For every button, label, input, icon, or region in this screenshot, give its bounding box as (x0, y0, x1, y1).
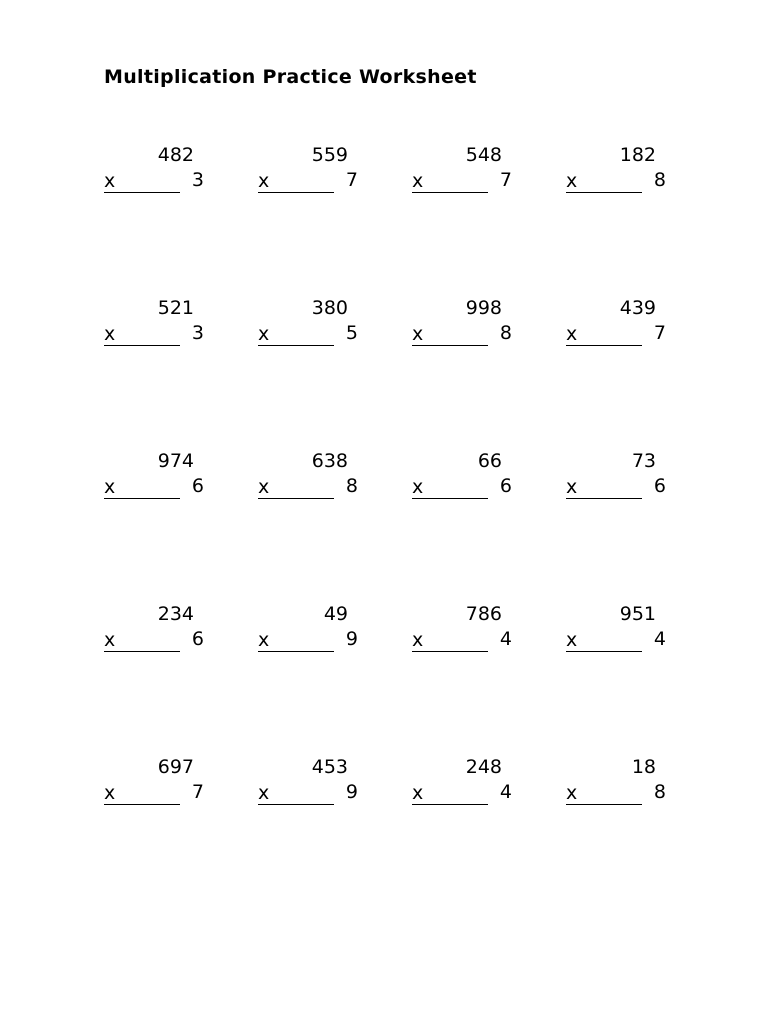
answer-line (104, 498, 180, 499)
multiplicand: 697 (157, 756, 194, 778)
multiplier: 4 (499, 781, 512, 803)
multiplicand: 521 (157, 297, 194, 319)
multiplication-sign: x (258, 782, 270, 804)
multiplier: 5 (345, 322, 358, 344)
answer-line (566, 651, 642, 652)
problem-r3-c3 (412, 450, 512, 510)
answer-line (412, 345, 488, 346)
multiplicand: 974 (157, 450, 194, 472)
multiplier: 7 (345, 169, 358, 191)
multiplier: 6 (191, 628, 204, 650)
multiplicand: 439 (619, 297, 656, 319)
problem-r4-c2 (258, 603, 358, 663)
answer-line (566, 345, 642, 346)
multiplication-sign: x (258, 476, 270, 498)
answer-line (412, 498, 488, 499)
multiplicand: 73 (631, 450, 656, 472)
multiplicand: 234 (157, 603, 194, 625)
problem-r2-c2 (258, 297, 358, 357)
answer-line (412, 804, 488, 805)
multiplier: 3 (191, 169, 204, 191)
multiplication-sign: x (258, 629, 270, 651)
problem-r4-c4 (566, 603, 666, 663)
problem-r4-c1 (104, 603, 204, 663)
multiplication-sign: x (566, 323, 578, 345)
problem-r3-c1 (104, 450, 204, 510)
multiplicand: 453 (311, 756, 348, 778)
multiplication-sign: x (104, 476, 116, 498)
problem-r1-c4 (566, 144, 666, 204)
multiplication-sign: x (258, 170, 270, 192)
answer-line (258, 192, 334, 193)
problem-r3-c4 (566, 450, 666, 510)
multiplier: 8 (499, 322, 512, 344)
problem-r1-c1 (104, 144, 204, 204)
multiplicand: 380 (311, 297, 348, 319)
multiplier: 9 (345, 781, 358, 803)
multiplier: 4 (499, 628, 512, 650)
problem-r5-c2 (258, 756, 358, 816)
problem-r3-c2 (258, 450, 358, 510)
problem-r5-c3 (412, 756, 512, 816)
problem-r2-c1 (104, 297, 204, 357)
page-title: Multiplication Practice Worksheet (104, 66, 477, 88)
multiplicand: 638 (311, 450, 348, 472)
multiplication-sign: x (412, 476, 424, 498)
answer-line (412, 192, 488, 193)
problem-r4-c3 (412, 603, 512, 663)
answer-line (258, 651, 334, 652)
multiplier: 8 (653, 781, 666, 803)
multiplier: 7 (653, 322, 666, 344)
multiplicand: 548 (465, 144, 502, 166)
problem-r2-c4 (566, 297, 666, 357)
multiplicand: 951 (619, 603, 656, 625)
answer-line (104, 192, 180, 193)
multiplier: 7 (191, 781, 204, 803)
multiplication-sign: x (412, 782, 424, 804)
multiplier: 9 (345, 628, 358, 650)
answer-line (258, 498, 334, 499)
multiplication-sign: x (104, 782, 116, 804)
multiplication-sign: x (566, 782, 578, 804)
problem-r1-c3 (412, 144, 512, 204)
multiplier: 6 (191, 475, 204, 497)
multiplicand: 18 (631, 756, 656, 778)
answer-line (566, 804, 642, 805)
answer-line (566, 192, 642, 193)
answer-line (566, 498, 642, 499)
multiplication-sign: x (258, 323, 270, 345)
multiplicand: 482 (157, 144, 194, 166)
answer-line (412, 651, 488, 652)
multiplier: 4 (653, 628, 666, 650)
multiplicand: 66 (477, 450, 502, 472)
problem-r5-c4 (566, 756, 666, 816)
answer-line (258, 804, 334, 805)
problem-r2-c3 (412, 297, 512, 357)
multiplicand: 182 (619, 144, 656, 166)
multiplication-sign: x (412, 323, 424, 345)
multiplier: 3 (191, 322, 204, 344)
multiplicand: 49 (323, 603, 348, 625)
multiplication-sign: x (566, 629, 578, 651)
multiplier: 6 (653, 475, 666, 497)
multiplicand: 998 (465, 297, 502, 319)
multiplication-sign: x (412, 629, 424, 651)
multiplier: 8 (653, 169, 666, 191)
multiplication-sign: x (104, 629, 116, 651)
problem-r5-c1 (104, 756, 204, 816)
problem-r1-c2 (258, 144, 358, 204)
multiplication-sign: x (104, 170, 116, 192)
answer-line (104, 345, 180, 346)
multiplicand: 786 (465, 603, 502, 625)
answer-line (104, 804, 180, 805)
multiplication-sign: x (412, 170, 424, 192)
multiplicand: 559 (311, 144, 348, 166)
answer-line (258, 345, 334, 346)
multiplier: 6 (499, 475, 512, 497)
multiplication-sign: x (566, 476, 578, 498)
multiplication-sign: x (104, 323, 116, 345)
multiplicand: 248 (465, 756, 502, 778)
multiplier: 8 (345, 475, 358, 497)
answer-line (104, 651, 180, 652)
multiplication-sign: x (566, 170, 578, 192)
multiplier: 7 (499, 169, 512, 191)
